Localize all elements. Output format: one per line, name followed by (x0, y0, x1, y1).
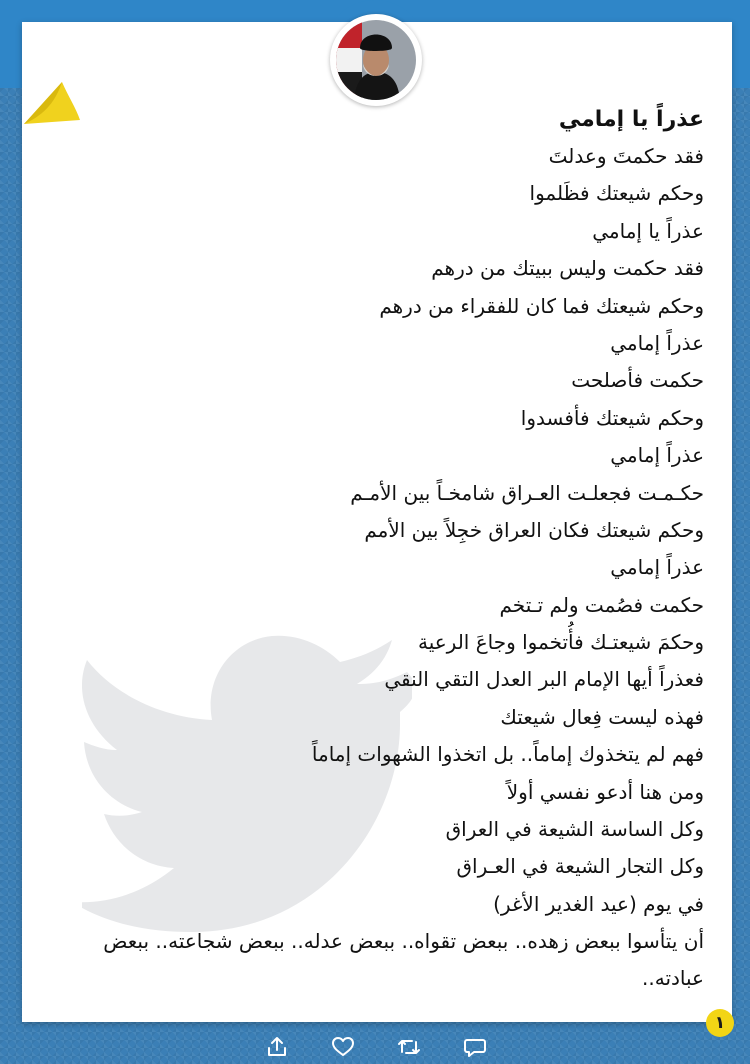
poem-line: في يوم (عيد الغدير الأغر) (493, 891, 704, 916)
reply-icon[interactable] (463, 1036, 487, 1058)
poem-line: عذراً إمامي (610, 555, 704, 580)
poem-line: حكمت فصُمت ولم تـتخم (499, 592, 704, 617)
poem-title: عذراً يا إمامي (558, 107, 704, 132)
poem-line: وحكم شيعتك فما كان للفقراء من درهم (379, 293, 704, 318)
heart-icon[interactable] (331, 1036, 355, 1058)
poem-line: حكـمـت فجعلـت العـراق شامخـاً بين الأمـم (350, 480, 704, 505)
poem-line: فقد حكمت وليس ببيتك من درهم (431, 256, 704, 281)
poem-line: فقد حكمتَ وعدلتَ (548, 144, 704, 168)
poem-line: عذراً إمامي (610, 443, 704, 468)
poem-line: وحكمَ شيعتـك فأُتخموا وجاعَ الرعية (417, 630, 704, 655)
share-icon[interactable] (265, 1036, 289, 1058)
poem-line: وكل التجار الشيعة في العـراق (456, 854, 704, 879)
poem-line: فعذراً أيها الإمام البر العدل التقي النقي (384, 667, 704, 692)
page-number-badge: ١ (706, 1009, 734, 1037)
poem-line: وحكم شيعتك فكان العراق خجِلاً بين الأمم (364, 517, 704, 542)
poem-line: وكل الساسة الشيعة في العراق (445, 817, 704, 842)
avatar[interactable] (336, 20, 416, 100)
poem-line: ومن هنا أدعو نفسي أولاً (506, 779, 704, 804)
poem-line: فهم لم يتخذوك إماماً.. بل اتخذوا الشهوات إماماً (311, 742, 704, 767)
poem-line: فهذه ليست فِعال شيعتك (500, 704, 704, 729)
poem-line: وحكم شيعتك فظَلموا (529, 181, 704, 206)
poem-line: حكمت فأصلحت (571, 368, 704, 393)
tweet-actions (0, 1028, 750, 1064)
poem-line: وحكم شيعتك فأفسدوا (520, 405, 704, 430)
poem-final-line: أن يتأسوا ببعض زهده.. ببعض تقواه.. ببعض عدله.. ببعض شجاعته.. ببعض عبادته.. (103, 929, 704, 991)
retweet-icon[interactable] (397, 1036, 421, 1058)
poem-text (40, 102, 704, 997)
poem-line: عذراً إمامي (610, 330, 704, 355)
poem-line: عذراً يا إمامي (592, 218, 704, 243)
